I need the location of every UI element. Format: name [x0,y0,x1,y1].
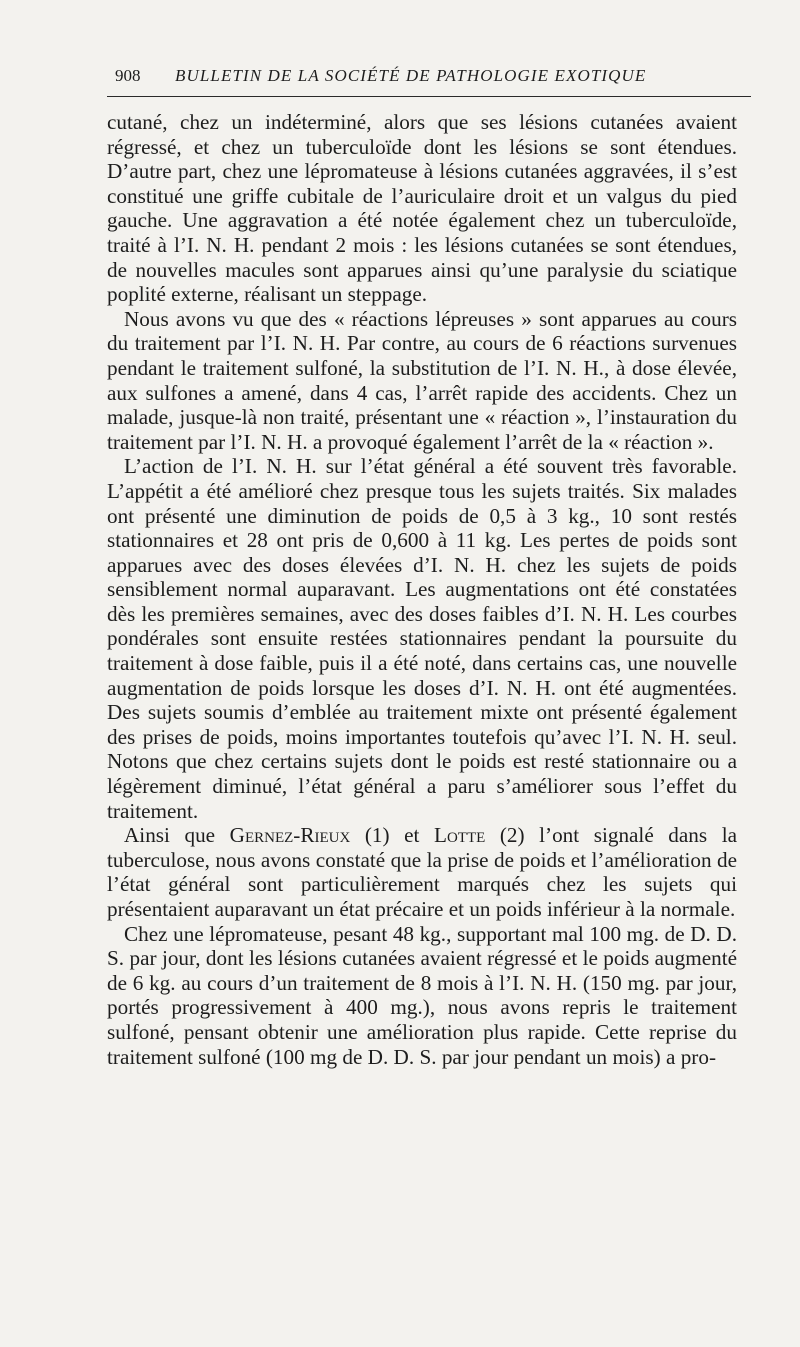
paragraph-text: (2) l’ont signalé dans la tuberculose, nous avons constaté que la prise de poids et l’amélioration de l’état général sont particulièrement marqués chez les sujets qui présentaient auparavant un état précaire et un poids inférieur à la normale. [107,823,737,921]
paragraph: Chez une lépromateuse, pesant 48 kg., supportant mal 100 mg. de D. D. S. par jour, dont les lésions cutanées avaient régressé et le poids augmenté de 6 kg. au cours d’un traitement de 8 mois à l’I. N. H. (150 mg. par jour, portés progressivement à 400 mg.), nous avons repris le traitement sulfoné, pensant obtenir une amélioration plus rapide. Cette reprise du traitement sulfoné (100 mg de D. D. S. par jour pendant un mois) a pro- [107,921,737,1069]
author-name: Gernez-Rieux [229,823,351,848]
paragraph [107,823,737,921]
paragraph: cutané, chez un indéterminé, alors que ses lésions cutanées avaient régressé, et chez un tuberculoïde dont les lésions se sont étendues. D’autre part, chez une lépromateuse à lésions cutanées aggravées, il s’est constitué une griffe cubitale de l’auriculaire droit et un valgus du pied gauche. Une aggravation a été notée également chez un tuberculoïde, traité à l’I. N. H. pendant 2 mois : les lésions cutanées se sont étendues, de nouvelles macules sont apparues ainsi qu’une paralysie du sciatique poplité externe, réalisant un steppage. [107,110,737,307]
body-text [107,110,737,1069]
paragraph: Nous avons vu que des « réactions lépreuses » sont apparues au cours du traitement par l’I. N. H. Par contre, au cours de 6 réactions survenues pendant le traitement sulfoné, la substitution de l’I. N. H., à dose élevée, aux sulfones a amené, dans 4 cas, l’arrêt rapide des accidents. Chez un malade, jusque-là non traité, présentant une « réaction », l’instauration du traitement par l’I. N. H. a provoqué également l’arrêt de la « réaction ». [107,306,737,454]
header-rule [107,96,751,97]
page-header [115,66,751,86]
page-number: 908 [115,66,141,85]
paragraph-text: (1) et [350,823,435,848]
author-name: Lotte [434,823,486,848]
paragraph-text: Ainsi que [124,823,230,848]
paragraph: L’action de l’I. N. H. sur l’état général a été souvent très favorable. L’appétit a été amélioré chez presque tous les sujets traités. Six malades ont présenté une diminution de poids de 0,5 à 3 kg., 10 sont restés stationnaires et 28 ont pris de 0,600 à 11 kg. Les pertes de poids sont apparues avec des doses élevées d’I. N. H. chez les sujets de poids sensiblement normal auparavant. Les augmentations ont été constatées dès les premières semaines, avec des doses faibles d’I. N. H. Les courbes pondérales sont ensuite restées stationnaires pendant la poursuite du traitement à dose faible, puis il a été noté, dans certains cas, une nouvelle augmentation de poids lorsque les doses d’I. N. H. ont été augmentées. Des sujets soumis d’emblée au traitement mixte ont présenté également des prises de poids, moins importantes toutefois qu’avec l’I. N. H. seul. Notons que chez certains sujets dont le poids est resté stationnaire ou a légèrement diminué, l’état général a paru s’améliorer sous l’effet du traitement. [107,454,737,823]
running-title: BULLETIN DE LA SOCIÉTÉ DE PATHOLOGIE EXOTIQUE [175,66,647,85]
